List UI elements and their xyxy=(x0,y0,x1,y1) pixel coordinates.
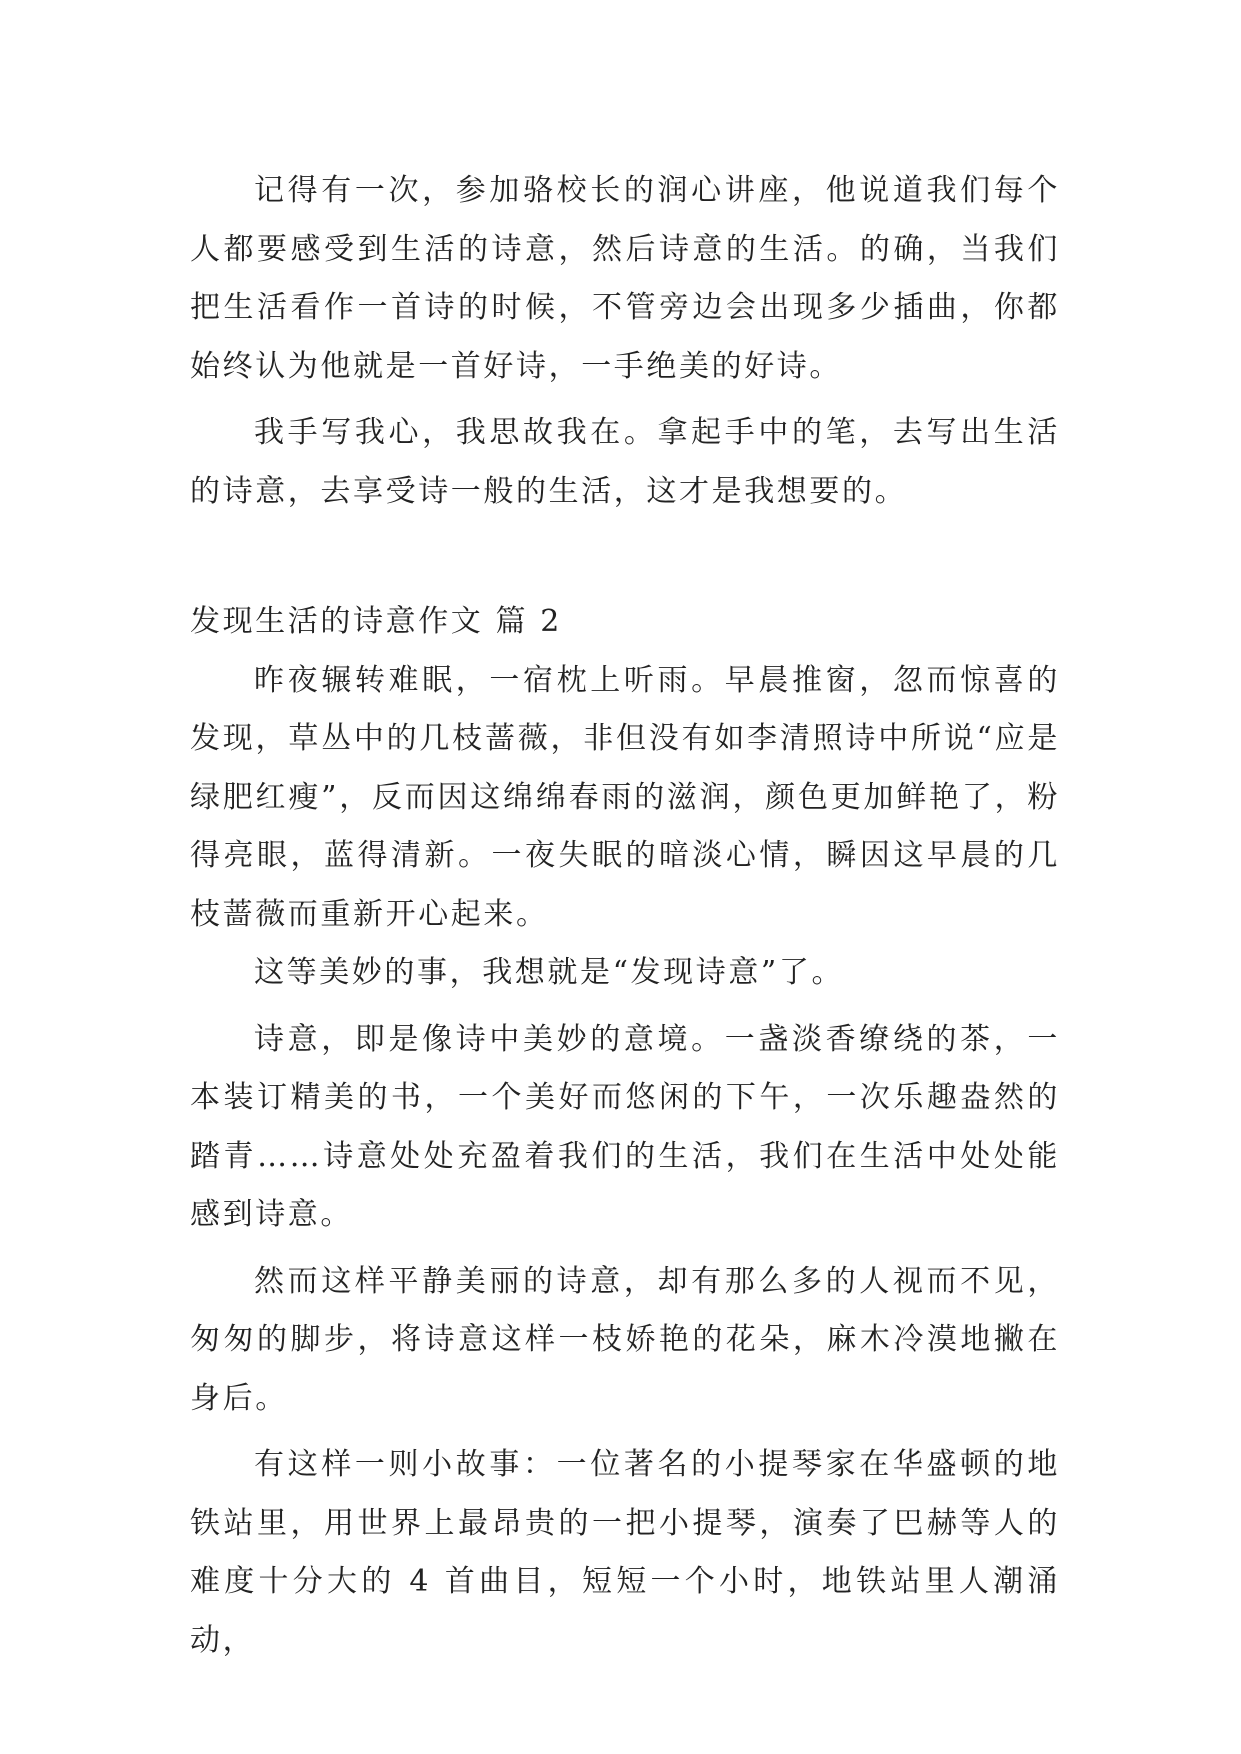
paragraph: 有这样一则小故事：一位著名的小提琴家在华盛顿的地铁站里，用世界上最昂贵的一把小提琴，演奏了巴赫等人的难度十分大的 4 首曲目，短短一个小时，地铁站里人潮涌动， xyxy=(190,1447,1060,1658)
paragraph: 这等美妙的事，我想就是“发现诗意”了。 xyxy=(254,955,845,990)
document-page xyxy=(190,162,1060,1670)
paragraph: 然而这样平静美丽的诗意，却有那么多的人视而不见，匆匆的脚步，将诗意这样一枝娇艳的花朵，麻木冷漠地撇在身后。 xyxy=(190,1263,1060,1416)
section-title: 发现生活的诗意作文 篇 2 xyxy=(190,604,562,639)
paragraph: 记得有一次，参加骆校长的润心讲座，他说道我们每个人都要感受到生活的诗意，然后诗意的生活。的确，当我们把生活看作一首诗的时候，不管旁边会出现多少插曲，你都始终认为他就是一首好诗，一手绝美的好诗。 xyxy=(190,173,1060,384)
section-spacer xyxy=(190,521,1060,593)
paragraph: 昨夜辗转难眠，一宿枕上听雨。早晨推窗，忽而惊喜的发现，草丛中的几枝蔷薇，非但没有如李清照诗中所说“应是绿肥红瘦”，反而因这绵绵春雨的滋润，颜色更加鲜艳了，粉得亮眼，蓝得清新。一夜失眠的暗淡心情，瞬因这早晨的几枝蔷薇而重新开心起来。 xyxy=(190,662,1060,932)
paragraph: 诗意，即是像诗中美妙的意境。一盏淡香缭绕的茶，一本装订精美的书，一个美好而悠闲的下午，一次乐趣盎然的踏青……诗意处处充盈着我们的生活，我们在生活中处处能感到诗意。 xyxy=(190,1021,1060,1232)
paragraph: 我手写我心，我思故我在。拿起手中的笔，去写出生活的诗意，去享受诗一般的生活，这才是我想要的。 xyxy=(190,415,1060,509)
